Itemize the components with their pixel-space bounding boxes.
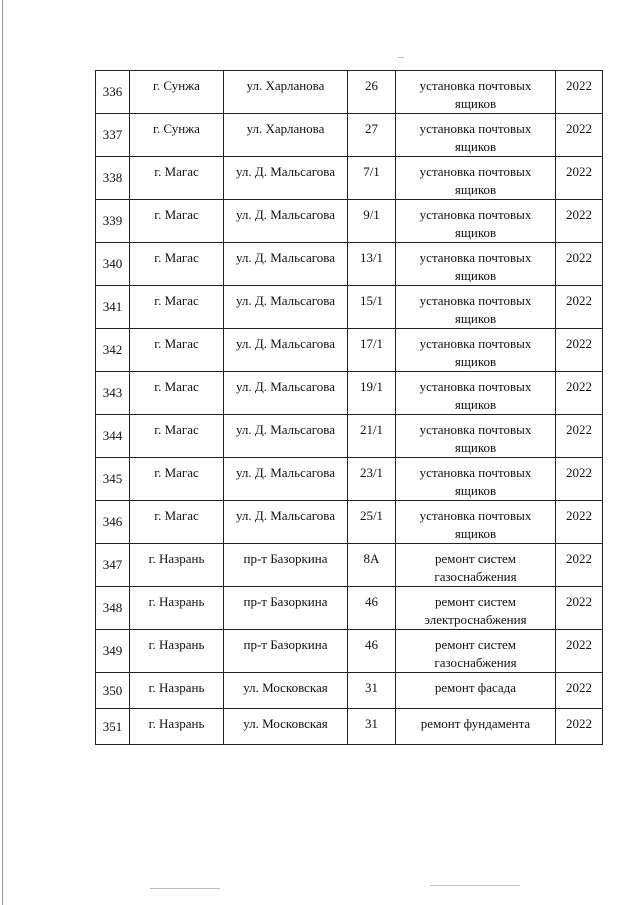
table-body	[96, 71, 603, 745]
city-cell: г. Магас	[130, 329, 224, 372]
city-cell: г. Сунжа	[130, 71, 224, 114]
work-type-cell: установка почтовых ящиков	[396, 286, 556, 329]
street-cell: ул. Д. Мальсагова	[224, 157, 348, 200]
table-row	[96, 243, 603, 286]
work-type-cell: ремонт систем газоснабжения	[396, 544, 556, 587]
street-cell: пр-т Базоркина	[224, 587, 348, 630]
street-cell: ул. Д. Мальсагова	[224, 243, 348, 286]
city-cell: г. Назрань	[130, 709, 224, 745]
street-cell: пр-т Базоркина	[224, 630, 348, 673]
work-type-cell: установка почтовых ящиков	[396, 200, 556, 243]
city-cell: г. Магас	[130, 458, 224, 501]
city-cell: г. Магас	[130, 243, 224, 286]
house-number-cell: 9/1	[348, 200, 396, 243]
year-cell: 2022	[556, 200, 603, 243]
work-type-cell: установка почтовых ящиков	[396, 71, 556, 114]
city-cell: г. Магас	[130, 200, 224, 243]
street-cell: ул. Д. Мальсагова	[224, 372, 348, 415]
table-row	[96, 630, 603, 673]
house-number-cell: 7/1	[348, 157, 396, 200]
city-cell: г. Сунжа	[130, 114, 224, 157]
table-row	[96, 286, 603, 329]
table-row	[96, 114, 603, 157]
house-number-cell: 31	[348, 709, 396, 745]
work-type-cell: установка почтовых ящиков	[396, 114, 556, 157]
street-cell: ул. Д. Мальсагова	[224, 329, 348, 372]
city-cell: г. Назрань	[130, 544, 224, 587]
street-cell: ул. Харланова	[224, 114, 348, 157]
work-type-cell: ремонт фасада	[396, 673, 556, 709]
year-cell: 2022	[556, 544, 603, 587]
work-type-cell: ремонт систем электроснабжения	[396, 587, 556, 630]
city-cell: г. Магас	[130, 501, 224, 544]
year-cell: 2022	[556, 114, 603, 157]
work-type-cell: ремонт фундамента	[396, 709, 556, 745]
city-cell: г. Магас	[130, 157, 224, 200]
row-number-cell: 351	[96, 709, 130, 745]
year-cell: 2022	[556, 501, 603, 544]
table-row	[96, 200, 603, 243]
house-number-cell: 21/1	[348, 415, 396, 458]
house-number-cell: 27	[348, 114, 396, 157]
table-row	[96, 544, 603, 587]
row-number-cell: 346	[96, 501, 130, 544]
year-cell: 2022	[556, 458, 603, 501]
year-cell: 2022	[556, 630, 603, 673]
street-cell: ул. Московская	[224, 709, 348, 745]
house-number-cell: 46	[348, 587, 396, 630]
year-cell: 2022	[556, 71, 603, 114]
scan-artifact	[430, 885, 520, 886]
city-cell: г. Магас	[130, 372, 224, 415]
work-type-cell: установка почтовых ящиков	[396, 415, 556, 458]
row-number-cell: 347	[96, 544, 130, 587]
street-cell: ул. Д. Мальсагова	[224, 501, 348, 544]
street-cell: ул. Д. Мальсагова	[224, 458, 348, 501]
row-number-cell: 343	[96, 372, 130, 415]
house-number-cell: 15/1	[348, 286, 396, 329]
table-row	[96, 673, 603, 709]
street-cell: пр-т Базоркина	[224, 544, 348, 587]
row-number-cell: 349	[96, 630, 130, 673]
street-cell: ул. Харланова	[224, 71, 348, 114]
row-number-cell: 345	[96, 458, 130, 501]
table-row	[96, 587, 603, 630]
year-cell: 2022	[556, 709, 603, 745]
city-cell: г. Назрань	[130, 673, 224, 709]
house-number-cell: 46	[348, 630, 396, 673]
scan-artifact	[150, 888, 220, 889]
house-number-cell: 25/1	[348, 501, 396, 544]
table-row	[96, 372, 603, 415]
row-number-cell: 339	[96, 200, 130, 243]
row-number-cell: 350	[96, 673, 130, 709]
year-cell: 2022	[556, 243, 603, 286]
work-type-cell: установка почтовых ящиков	[396, 243, 556, 286]
house-number-cell: 17/1	[348, 329, 396, 372]
table-row	[96, 157, 603, 200]
house-number-cell: 31	[348, 673, 396, 709]
house-number-cell: 13/1	[348, 243, 396, 286]
row-number-cell: 348	[96, 587, 130, 630]
year-cell: 2022	[556, 329, 603, 372]
city-cell: г. Магас	[130, 415, 224, 458]
year-cell: 2022	[556, 415, 603, 458]
street-cell: ул. Д. Мальсагова	[224, 200, 348, 243]
year-cell: 2022	[556, 157, 603, 200]
table-row	[96, 329, 603, 372]
work-type-cell: установка почтовых ящиков	[396, 157, 556, 200]
row-number-cell: 344	[96, 415, 130, 458]
table-row	[96, 501, 603, 544]
year-cell: 2022	[556, 587, 603, 630]
work-type-cell: установка почтовых ящиков	[396, 372, 556, 415]
page-edge-line	[2, 0, 3, 905]
work-type-cell: ремонт систем газоснабжения	[396, 630, 556, 673]
house-number-cell: 19/1	[348, 372, 396, 415]
house-number-cell: 23/1	[348, 458, 396, 501]
row-number-cell: 341	[96, 286, 130, 329]
year-cell: 2022	[556, 286, 603, 329]
works-table	[95, 70, 603, 745]
row-number-cell: 337	[96, 114, 130, 157]
row-number-cell: 340	[96, 243, 130, 286]
work-type-cell: установка почтовых ящиков	[396, 501, 556, 544]
row-number-cell: 342	[96, 329, 130, 372]
row-number-cell: 336	[96, 71, 130, 114]
street-cell: ул. Д. Мальсагова	[224, 415, 348, 458]
table-row	[96, 71, 603, 114]
work-type-cell: установка почтовых ящиков	[396, 458, 556, 501]
city-cell: г. Назрань	[130, 587, 224, 630]
year-cell: 2022	[556, 673, 603, 709]
scan-artifact	[398, 57, 404, 58]
table-row	[96, 415, 603, 458]
table-row	[96, 709, 603, 745]
work-type-cell: установка почтовых ящиков	[396, 329, 556, 372]
city-cell: г. Магас	[130, 286, 224, 329]
row-number-cell: 338	[96, 157, 130, 200]
house-number-cell: 8А	[348, 544, 396, 587]
street-cell: ул. Д. Мальсагова	[224, 286, 348, 329]
street-cell: ул. Московская	[224, 673, 348, 709]
city-cell: г. Назрань	[130, 630, 224, 673]
house-number-cell: 26	[348, 71, 396, 114]
table-row	[96, 458, 603, 501]
year-cell: 2022	[556, 372, 603, 415]
